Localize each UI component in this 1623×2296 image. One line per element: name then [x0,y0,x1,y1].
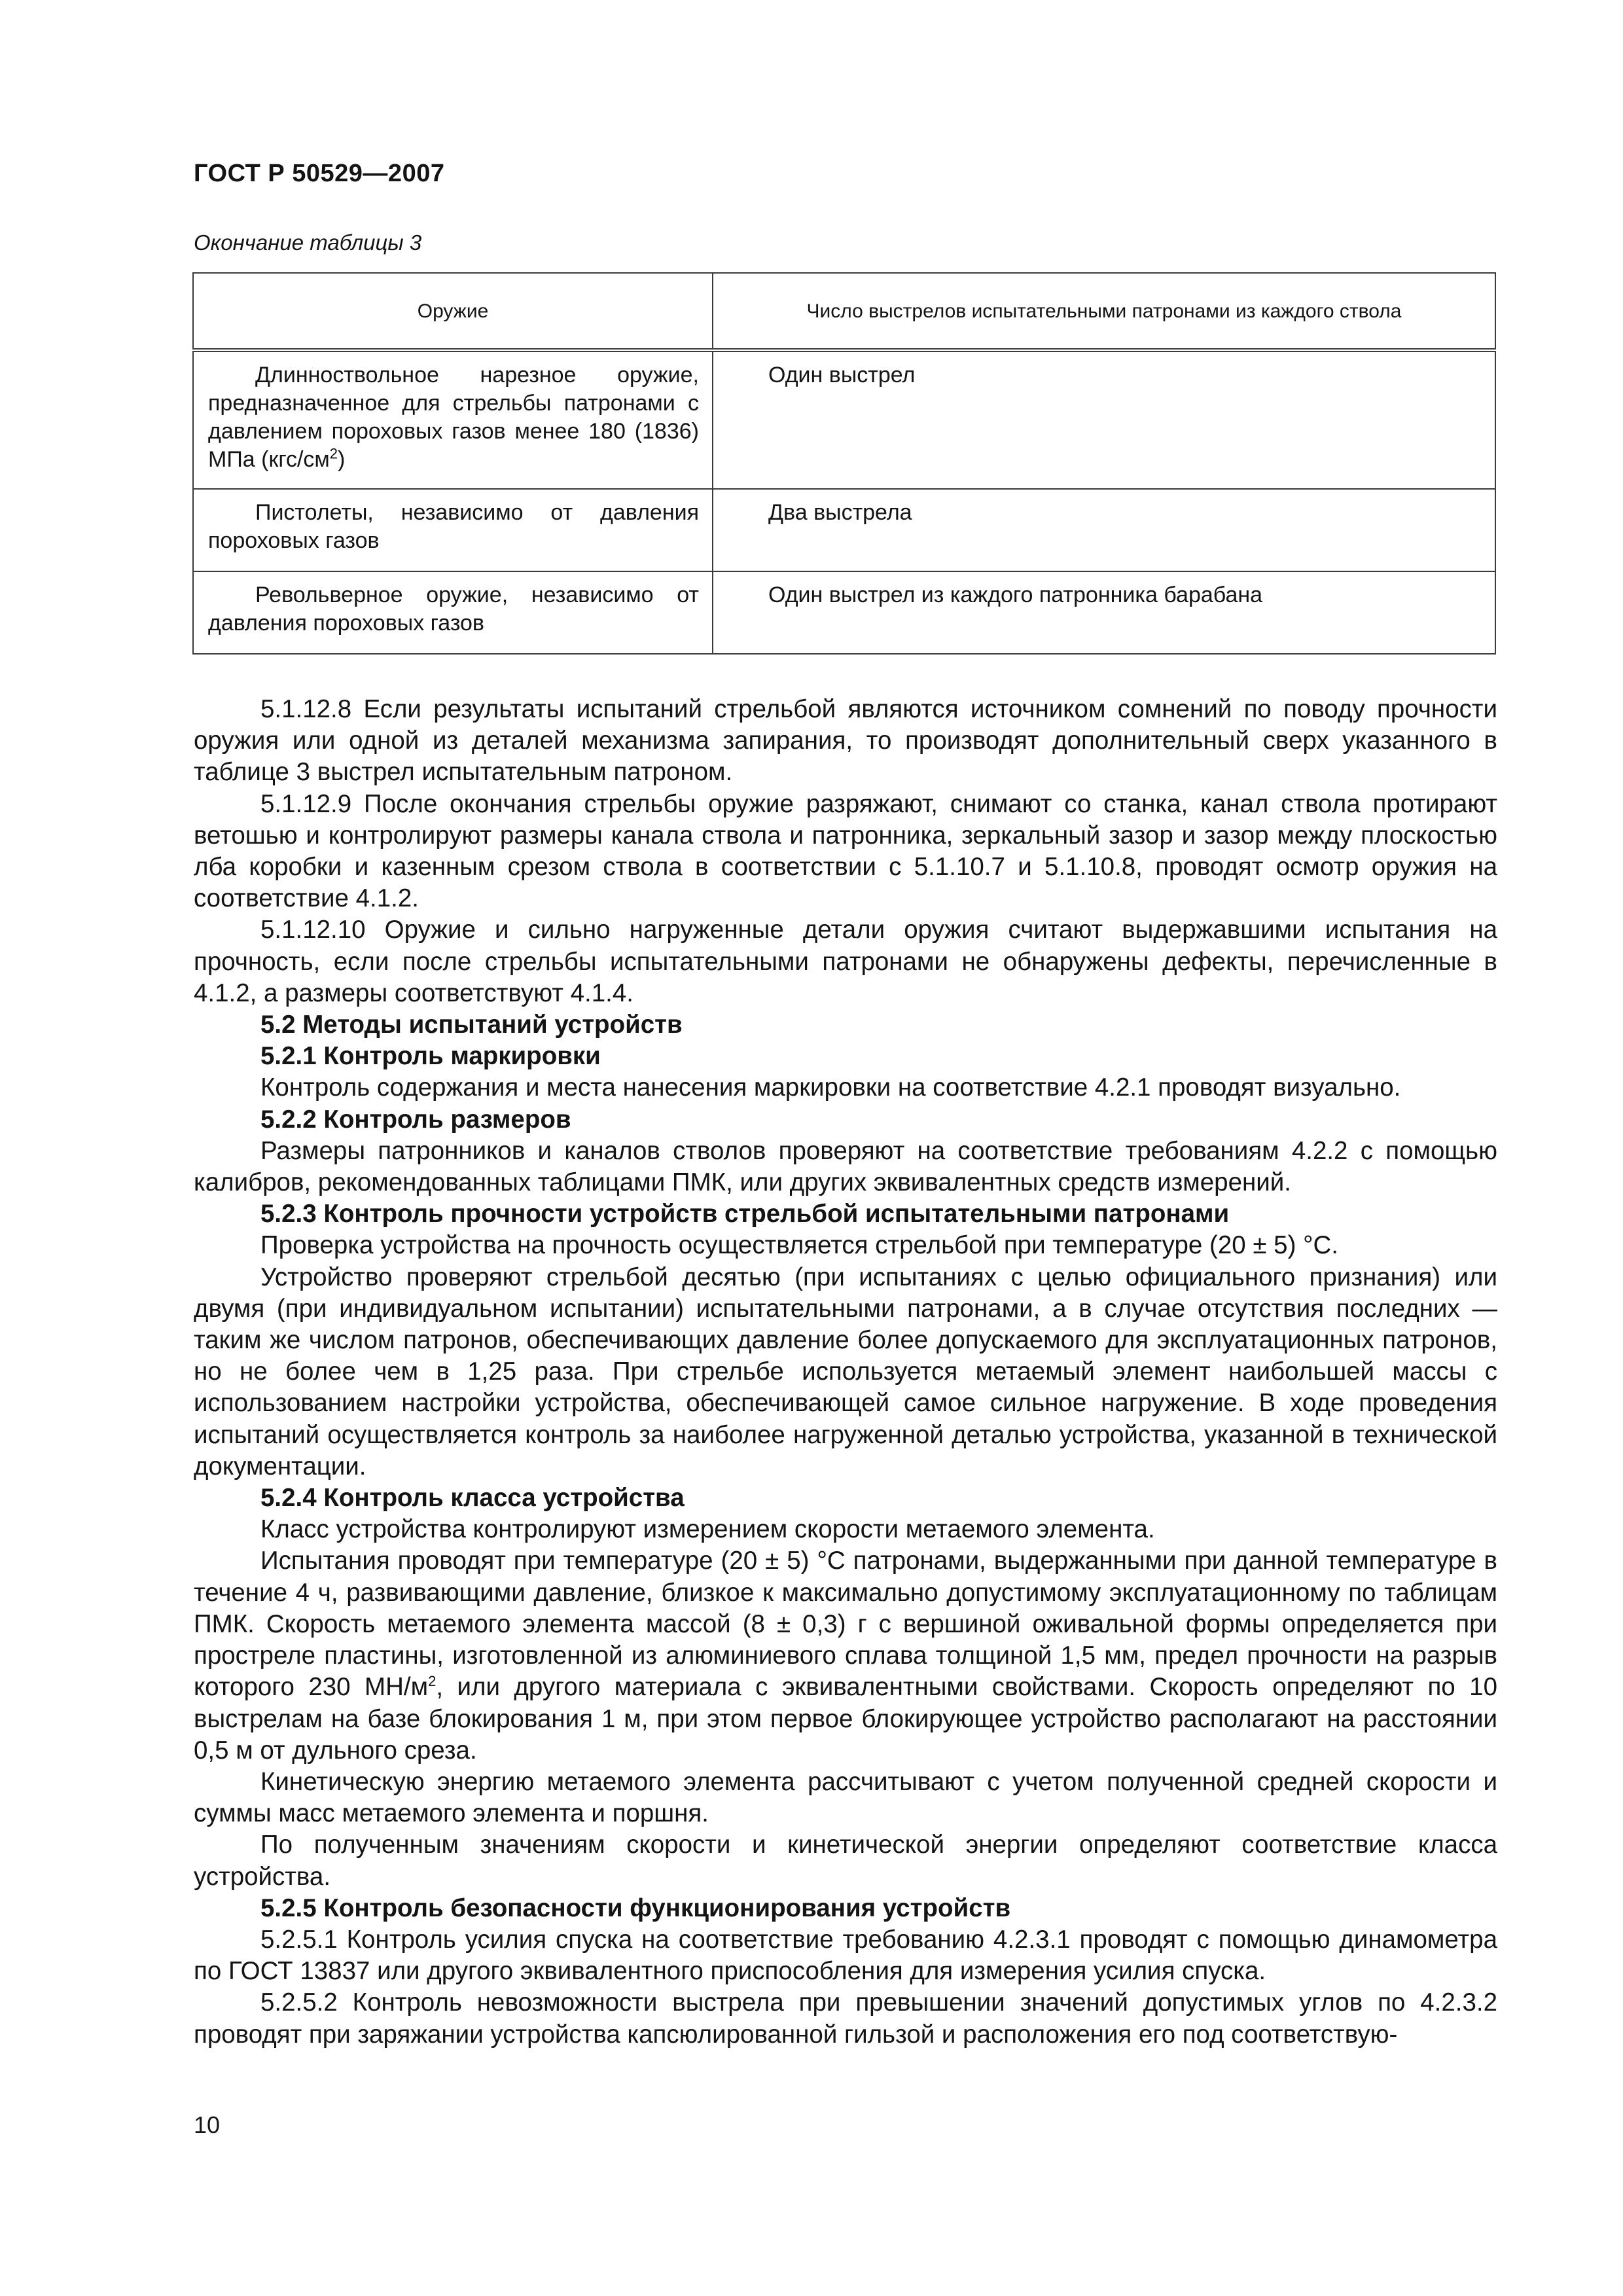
table-cell-weapon [193,350,713,489]
paragraph-text: , или другого материала с эквивалентными свойствами. Скорость определяют по 10 выстрелам на базе блокирования 1 м, при этом первое блокирующее устройство располагают на расстоянии 0,5 м от дульного среза. [194,1673,1497,1765]
paragraph [194,1545,1497,1766]
table-row [193,489,1495,571]
superscript: 2 [428,1673,437,1690]
column-header-shots: Число выстрелов испытательными патронами из каждого ствола [713,273,1495,350]
table-header-row [193,273,1495,350]
subsection-heading: 5.2.4 Контроль класса устройства [260,1484,685,1513]
table-cell-shots: Два выстрела [713,489,1495,571]
section-heading: 5.2 Методы испытаний устройств [260,1011,683,1039]
table-row [193,571,1495,654]
table-cell-weapon [193,571,713,654]
weapon-text-end: ) [338,447,346,472]
paragraph: Размеры патронников и каналов стволов проверяют на соответствие требованиям 4.2.2 с помощью калибров, рекомендованных таблицами ПМК, или других эквивалентных средств измерений. [194,1136,1497,1197]
table-cell-shots: Один выстрел из каждого патронника барабана [713,571,1495,654]
body-text [194,694,1497,2051]
paragraph: 5.1.12.8 Если результаты испытаний стрельбой являются источником сомнений по поводу прочности оружия или одной из деталей механизма запирания, то производят дополнительный сверх указанного в таблице 3 выстрел испытательным патроном. [194,695,1497,787]
paragraph: Устройство проверяют стрельбой десятью (при испытаниях с целью официального признания) или двумя (при индивидуальном испытании) испытательными патронами, а в случае отсутствия последних — таким же числом патронов, обеспечивающих давление более допускаемого для эксплуатационных патронов, но не более чем в 1,25 раза. При стрельбе используется метаемый элемент наибольшей массы с использованием настройки устройства, обеспечивающей самое сильное нагружение. В ходе проведения испытаний осуществляется контроль за наиболее нагруженной деталью устройства, указанной в технической документации. [194,1263,1497,1480]
paragraph: Класс устройства контролируют измерением скорости метаемого элемента. [260,1515,1155,1544]
superscript: 2 [329,445,338,462]
page-number: 10 [194,2111,221,2138]
subsection-heading: 5.2.1 Контроль маркировки [260,1042,601,1071]
subsection-heading: 5.2.3 Контроль прочности устройств стрельбой испытательными патронами [260,1200,1230,1229]
paragraph-text: Испытания проводят при температуре (20 ± 5) °С патронами, выдержанными при данной температуре в течение 4 ч, развивающими давление, близкое к максимально допустимому эксплуатационному по таблицам ПМК. Скорость метаемого элемента массой (8 ± 0,3) г с вершиной оживальной формы определяется при простреле пластины, изготовленной из алюминиевого сплава толщиной 1,5 мм, предел прочности на разрыв которого 230 МН/м [194,1547,1497,1702]
paragraph: 5.2.5.2 Контроль невозможности выстрела при превышении значений допустимых углов по 4.2.3.2 проводят при заряжании устройства капсюлированной гильзой и расположения его под соответствую- [194,1988,1497,2049]
table-cell-shots: Один выстрел [713,350,1495,489]
table-cell-weapon [193,489,713,571]
column-header-weapon: Оружие [193,273,713,350]
subsection-heading: 5.2.2 Контроль размеров [260,1105,571,1134]
paragraph: 5.1.12.10 Оружие и сильно нагруженные детали оружия считают выдержавшими испытания на прочность, если после стрельбы испытательными патронами не обнаружены дефекты, перечисленные в 4.1.2, а размеры соответствуют 4.1.4. [194,916,1497,1007]
paragraph: Проверка устройства на прочность осуществляется стрельбой при температуре (20 ± 5) °С. [260,1231,1339,1260]
paragraph: Контроль содержания и места нанесения маркировки на соответствие 4.2.1 проводят визуально. [260,1073,1401,1102]
weapons-table [192,272,1496,655]
paragraph: Кинетическую энергию метаемого элемента рассчитывают с учетом полученной средней скорости и суммы масс метаемого элемента и поршня. [194,1767,1497,1828]
weapon-text: Револьверное оружие, независимо от давления пороховых газов [208,583,699,636]
weapon-text: Длинноствольное нарезное оружие, предназначенное для стрельбы патронами с давлением пороховых газов менее 180 (1836) МПа (кгс/см [208,363,699,472]
subsection-heading: 5.2.5 Контроль безопасности функционирования устройств [260,1893,1011,1922]
standard-header: ГОСТ Р 50529—2007 [194,160,445,187]
table-row [193,350,1495,489]
weapon-text: Пистолеты, независимо от давления пороховых газов [208,500,699,553]
paragraph: По полученным значениям скорости и кинетической энергии определяют соответствие класса устройства. [194,1831,1497,1891]
table-caption: Окончание таблицы 3 [194,230,422,255]
paragraph: 5.2.5.1 Контроль усилия спуска на соответствие требованию 4.2.3.1 проводят с помощью динамометра по ГОСТ 13837 или другого эквивалентного приспособления для измерения усилия спуска. [194,1925,1497,1986]
paragraph: 5.1.12.9 После окончания стрельбы оружие разряжают, снимают со станка, канал ствола протирают ветошью и контролируют размеры канала ствола и патронника, зеркальный зазор и зазор между плоскостью лба коробки и казенным срезом ствола в соответствии с 5.1.10.7 и 5.1.10.8, проводят осмотр оружия на соответствие 4.1.2. [194,789,1497,913]
